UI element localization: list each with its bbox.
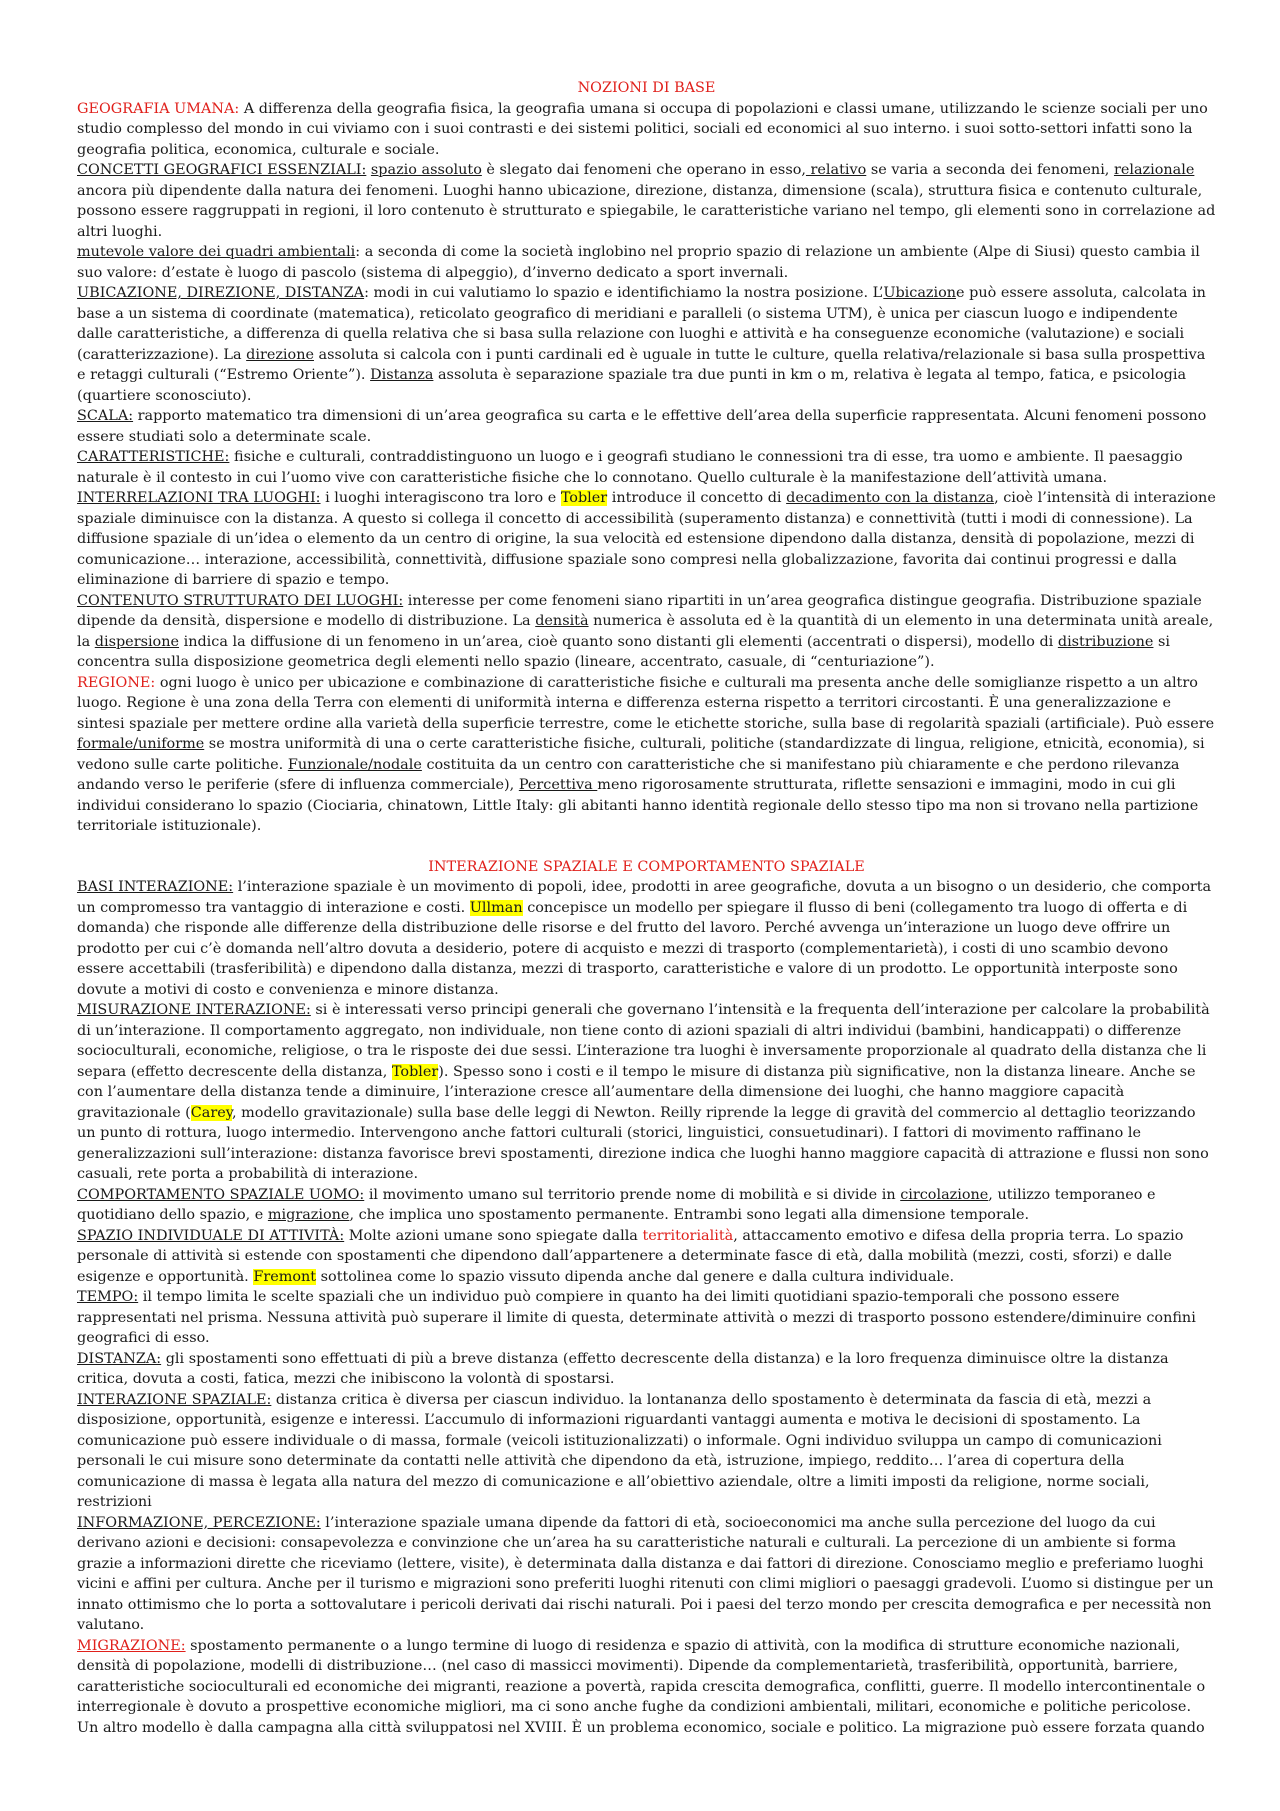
paragraph-spazio-individuale: SPAZIO INDIVIDUALE DI ATTIVITÀ: Molte azioni umane sono spiegate dalla territorialità, attaccamento emotivo e difesa della propria terra. Lo spazio personale di attività si estende con spostamenti che dipendono dall’appartenere a determinate fasce di età, dalla mobilità (mezzi, costi, sforzi) e dalle esigenze e opportunità. Fremont sottolinea come lo spazio vissuto dipenda anche dal genere e dalla cultura individuale. [77, 1227, 1184, 1285]
paragraph-regione: REGIONE: ogni luogo è unico per ubicazione e combinazione di caratteristiche fisiche e culturali ma presenta anche delle somiglianze rispetto a un altro luogo. Regione è una zona della Terra con elementi di uniformità interna e differenza esterna rispetto a territori circostanti. È una generalizzazione e sintesi spaziale per mettere ordine alla varietà della superficie terrestre, come le etichette storiche, sulla base di regolarità spaziali (artificiale). Può essere formale/uniforme se mostra uniformità di una o certe caratteristiche fisiche, culturali, politiche (standardizzate di lingua, religione, etnicità, economia), si vedono sulle carte politiche. Funzionale/nodale costituita da un centro con caratteristiche che si manifestano più chiaramente e che perdono rilevanza andando verso le periferie (sfere di influenza commerciale), Percettiva meno rigorosamente strutturata, riflette sensazioni e immagini, modo in cui gli individui considerano lo spazio (Ciociaria, chinatown, Little Italy: gli abitanti hanno identità regionale dello stesso tipo ma non si trovano nella partizione territoriale istituzionale). [77, 674, 1215, 834]
term-heading: INTERAZIONE SPAZIALE: [77, 1391, 272, 1408]
paragraph-informazione-percezione: INFORMAZIONE, PERCEZIONE: l’interazione spaziale umana dipende da fattori di età, socioeconomici ma anche sulla percezione del luogo da cui derivano azioni e decisioni: consapevolezza e convinzione che un’area ha su caratteristiche naturali e culturali. La percezione di un ambiente si forma grazie a informazioni dirette che riceviamo (lettere, visite), è determinata dalla distanza e dai fattori di direzione. Conosciamo meglio e preferiamo luoghi vicini e affini per cultura. Anche per il turismo e migrazioni sono preferiti luoghi ritenuti con climi migliori o paesaggi gradevoli. L’uomo si distingue per un innato ottimismo che lo porta a sottovalutare i pericoli derivati dai rischi naturali. Poi i paesi del terzo mondo per crescita demografica e per necessità non valutano. [77, 1514, 1214, 1633]
paragraph-quadri-ambientali: mutevole valore dei quadri ambientali: a seconda di come la società inglobino nel proprio spazio di relazione un ambiente (Alpe di Siusi) questo cambia il suo valore: d’estate è luogo di pascolo (sistema di alpeggio), d’inverno dedicato a sport invernali. [77, 244, 1200, 281]
paragraph-contenuto-strutturato: CONTENUTO STRUTTURATO DEI LUOGHI: interesse per come fenomeni siano ripartiti in un’area geografica distingue geografia. Distribuzione spaziale dipende da densità, dispersione e modello di distribuzione. La densità numerica è assoluta ed è la quantità di un elemento in una determinata unità areale, la dispersione indica la diffusione di un fenomeno in un’area, cioè quanto sono distanti gli elementi (accentrati o dispersi), modello di distribuzione si concentra sulla disposizione geometrica degli elementi nello spazio (lineare, accentrato, casuale, di “centuriazione”). [77, 592, 1214, 670]
paragraph-scala: SCALA: rapporto matematico tra dimensioni di un’area geografica su carta e le effettive dell’area della superficie rappresentata. Alcuni fenomeni possono essere studiati solo a determinate scale. [77, 408, 1207, 445]
paragraph-concetti-geografici: CONCETTI GEOGRAFICI ESSENZIALI: spazio assoluto è slegato dai fenomeni che operano in esso, relativo se varia a seconda dei fenomeni, relazionale ancora più dipendente dalla natura dei fenomeni. Luoghi hanno ubicazione, direzione, distanza, dimensione (scala), struttura fisica e contenuto culturale, possono essere raggruppati in regioni, il loro contenuto è strutturato e spiegabile, le caratteristiche variano nel tempo, gli elementi sono in correlazione ad altri luoghi. [77, 162, 1216, 240]
paragraph-ubicazione: UBICAZIONE, DIREZIONE, DISTANZA: modi in cui valutiamo lo spazio e identifichiamo la nostra posizione. L’Ubicazione può essere assoluta, calcolata in base a un sistema di coordinate (matematica), reticolato geografico di meridiani e paralleli (o sistema UTM), è unica per ciascun luogo e indipendente dalle caratteristiche, a differenza di quella relativa che si basa sulla relazione con luoghi e attività e ha conseguenze economiche (valutazione) e sociali (caratterizzazione). La direzione assoluta si calcola con i punti cardinali ed è uguale in tutte le culture, quella relativa/relazionale si basa sulla prospettiva e retaggi culturali (“Estremo Oriente”). Distanza assoluta è separazione spaziale tra due punti in km o m, relativa è legata al tempo, fatica, e psicologia (quartiere sconosciuto). [77, 285, 1206, 404]
term-heading: UBICAZIONE, DIREZIONE, DISTANZA [77, 285, 365, 301]
term-heading: CARATTERISTICHE: [77, 449, 230, 465]
term-heading: DISTANZA: [77, 1350, 162, 1367]
paragraph-migrazione: MIGRAZIONE: spostamento permanente o a lungo termine di luogo di residenza e spazio di attività, con la modifica di strutture economiche nazionali, densità di popolazione, modelli di distribuzione… (nel caso di massicci movimenti). Dipende da complementarietà, trasferibilità, opportunità, barriere, caratteristiche socioculturali ed economiche dei migranti, reazione a povertà, rapida crescita demografica, conflitti, guerre. Il modello intercontinentale o interregionale è dovuto a prospettive economiche migliori, ma ci sono anche fughe da condizioni ambientali, militari, economiche e politiche pericolose. Un altro modello è dalla campagna alla città sviluppatosi nel XVIII. È un problema economico, sociale e politico. La migrazione può essere forzata quando [77, 1637, 1206, 1736]
section-title-interazione: INTERAZIONE SPAZIALE E COMPORTAMENTO SPAZIALE [428, 858, 865, 875]
paragraph-basi-interazione: BASI INTERAZIONE: l’interazione spaziale è un movimento di popoli, idee, prodotti in aree geografiche, dovuta a un bisogno o un desiderio, che comporta un compromesso tra vantaggio di interazione e costi. Ullman concepisce un modello per spiegare il flusso di beni (collegamento tra luogo di offerta e di domanda) che risponde alle differenze della distribuzione delle risorse e del frutto del lavoro. Perché avvenga un’interazione un luogo deve offrire un prodotto per cui c’è domanda nell’altro dovuta a desiderio, potere di acquisto e mezzi di trasporto (complementarietà), i costi di uno scambio devono essere accettabili (trasferibilità) e dipendono dalla distanza, mezzi di trasporto, caratteristiche e valore di un prodotto. Le opportunità interposte sono dovute a motivi di costo e convenienza e minore distanza. [77, 879, 1212, 998]
paragraph-misurazione-interazione: MISURAZIONE INTERAZIONE: si è interessati verso principi generali che governano l’intensità e la frequenta dell’interazione per calcolare la probabilità di un’interazione. Il comportamento aggregato, non individuale, non tiene conto di azioni spaziali di altri individui (bambini, handicappati) o differenze socioculturali, economiche, religiose, o tra le risposte dei due sessi. L’interazione tra luoghi è inversamente proporzionale al quadrato della distanza che li separa (effetto decrescente della distanza, Tobler). Spesso sono i costi e il tempo le misure di distanza più significative, non la distanza lineare. Anche se con l’aumentare della distanza tende a diminuire, l’interazione cresce all’aumentare della dimensione dei luoghi, che hanno maggiore capacità gravitazionale (Carey, modello gravitazionale) sulla base delle leggi di Newton. Reilly riprende la legge di gravità del commercio al dettaglio teorizzando un punto di rottura, luogo intermedio. Intervengono anche fattori culturali (storici, linguistici, consuetudinari). I fattori di movimento raffinano le generalizzazioni sull’interazione: distanza favorisce brevi spostamenti, direzione indica che luoghi hanno maggiore capacità di attrazione e flussi non sono casuali, rete porta a probabilità di interazione. [77, 1002, 1210, 1182]
term-heading: SCALA: [77, 408, 134, 424]
term-heading: BASI INTERAZIONE: [77, 879, 234, 895]
paragraph-tempo: TEMPO: il tempo limita le scelte spaziali che un individuo può compiere in quanto ha dei limiti quotidiani spazio-temporali che possono essere rappresentati nel prisma. Nessuna attività può superare il limite di questa, determinate attività o mezzi di trasporto possono estendere/diminuire confini geografici di esso. [77, 1289, 1196, 1346]
term-heading: MISURAZIONE INTERAZIONE: [77, 1002, 311, 1018]
term-heading: COMPORTAMENTO SPAZIALE UOMO: [77, 1186, 365, 1203]
paragraph-geografia-umana: GEOGRAFIA UMANA: A differenza della geografia fisica, la geografia umana si occupa di popolazioni e classi umane, utilizzando le scienze sociali per uno studio complesso del mondo in cui viviamo con i suoi contrasti e dei sistemi politici, sociali ed economici al suo interno. i suoi sotto-settori infatti sono la geografia politica, economica, culturale e sociale. [77, 100, 1208, 158]
highlight-tobler: Tobler [560, 490, 608, 506]
term-heading: CONCETTI GEOGRAFICI ESSENZIALI: [77, 162, 367, 178]
paragraph-caratteristiche: CARATTERISTICHE: fisiche e culturali, contraddistinguono un luogo e i geografi studiano le connessioni tra di esse, tra uomo e ambiente. Il paesaggio naturale è il contesto in cui l’uomo vive con caratteristiche fisiche che lo connotano. Quello culturale è la manifestazione dell’attività umana. [77, 449, 1183, 486]
term-heading: TEMPO: [77, 1289, 139, 1305]
section-title-nozioni: NOZIONI DI BASE [577, 80, 716, 96]
paragraph-interazione-spaziale: INTERAZIONE SPAZIALE: distanza critica è diversa per ciascun individuo. la lontananza dello spostamento è determinata da fascia di età, mezzi a disposizione, opportunità, esigenze e interessi. L’accumulo di informazioni riguardanti vantaggi aumenta e motiva le decisioni di spostamento. La comunicazione può essere individuale o di massa, formale (veicoli istituzionalizzati) o informale. Ogni individuo sviluppa un campo di comunicazioni personali le cui misure sono determinate da contatti nelle attività che dipendono da età, istruzione, impiego, reddito… l’area di copertura della comunicazione di massa è legata alla natura del mezzo di comunicazione e all’obiettivo aziendale, oltre a limiti imposti da religione, norme sociali, restrizioni [77, 1391, 1162, 1510]
term-heading: REGIONE: [77, 674, 156, 691]
term-heading: GEOGRAFIA UMANA: [77, 100, 240, 117]
term-heading: INTERRELAZIONI TRA LUOGHI: [77, 490, 321, 506]
paragraph-distanza: DISTANZA: gli spostamenti sono effettuati di più a breve distanza (effetto decrescente della distanza) e la loro frequenza diminuisce oltre la distanza critica, dovuta a costi, fatica, mezzi che inibiscono la volontà di spostarsi. [77, 1350, 1169, 1387]
term-heading: INFORMAZIONE, PERCEZIONE: [77, 1514, 321, 1531]
highlight-ullman: Ullman [469, 899, 523, 916]
highlight-carey: Carey [190, 1104, 232, 1121]
term-heading: mutevole valore dei quadri ambientali [77, 244, 356, 260]
paragraph-comportamento-spaziale: COMPORTAMENTO SPAZIALE UOMO: il movimento umano sul territorio prende nome di mobilità e si divide in circolazione, utilizzo temporaneo e quotidiano dello spazio, e migrazione, che implica uno spostamento permanente. Entrambi sono legati alla dimensione temporale. [77, 1186, 1156, 1223]
term-heading: SPAZIO INDIVIDUALE DI ATTIVITÀ: [77, 1227, 345, 1244]
paragraph-interrelazioni: INTERRELAZIONI TRA LUOGHI: i luoghi interagiscono tra loro e Tobler introduce il concetto di decadimento con la distanza, cioè l’intensità di interazione spaziale diminuisce con la distanza. A questo si collega il concetto di accessibilità (superamento distanza) e connettività (tutti i modi di connessione). La diffusione spaziale di un’idea o elemento da un centro di origine, la sua velocità ed estensione dipendono dalla distanza, densità di popolazione, mezzi di comunicazione… interazione, accessibilità, connettività, diffusione spaziale sono compresi nella globalizzazione, favorita dai continui progressi e dalla eliminazione di barriere di spazio e tempo. [77, 490, 1216, 588]
highlight-fremont: Fremont [253, 1268, 317, 1285]
term-heading: CONTENUTO STRUTTURATO DEI LUOGHI: [77, 592, 404, 609]
highlight-tobler: Tobler [391, 1063, 439, 1080]
term-heading: MIGRAZIONE: [77, 1637, 186, 1654]
